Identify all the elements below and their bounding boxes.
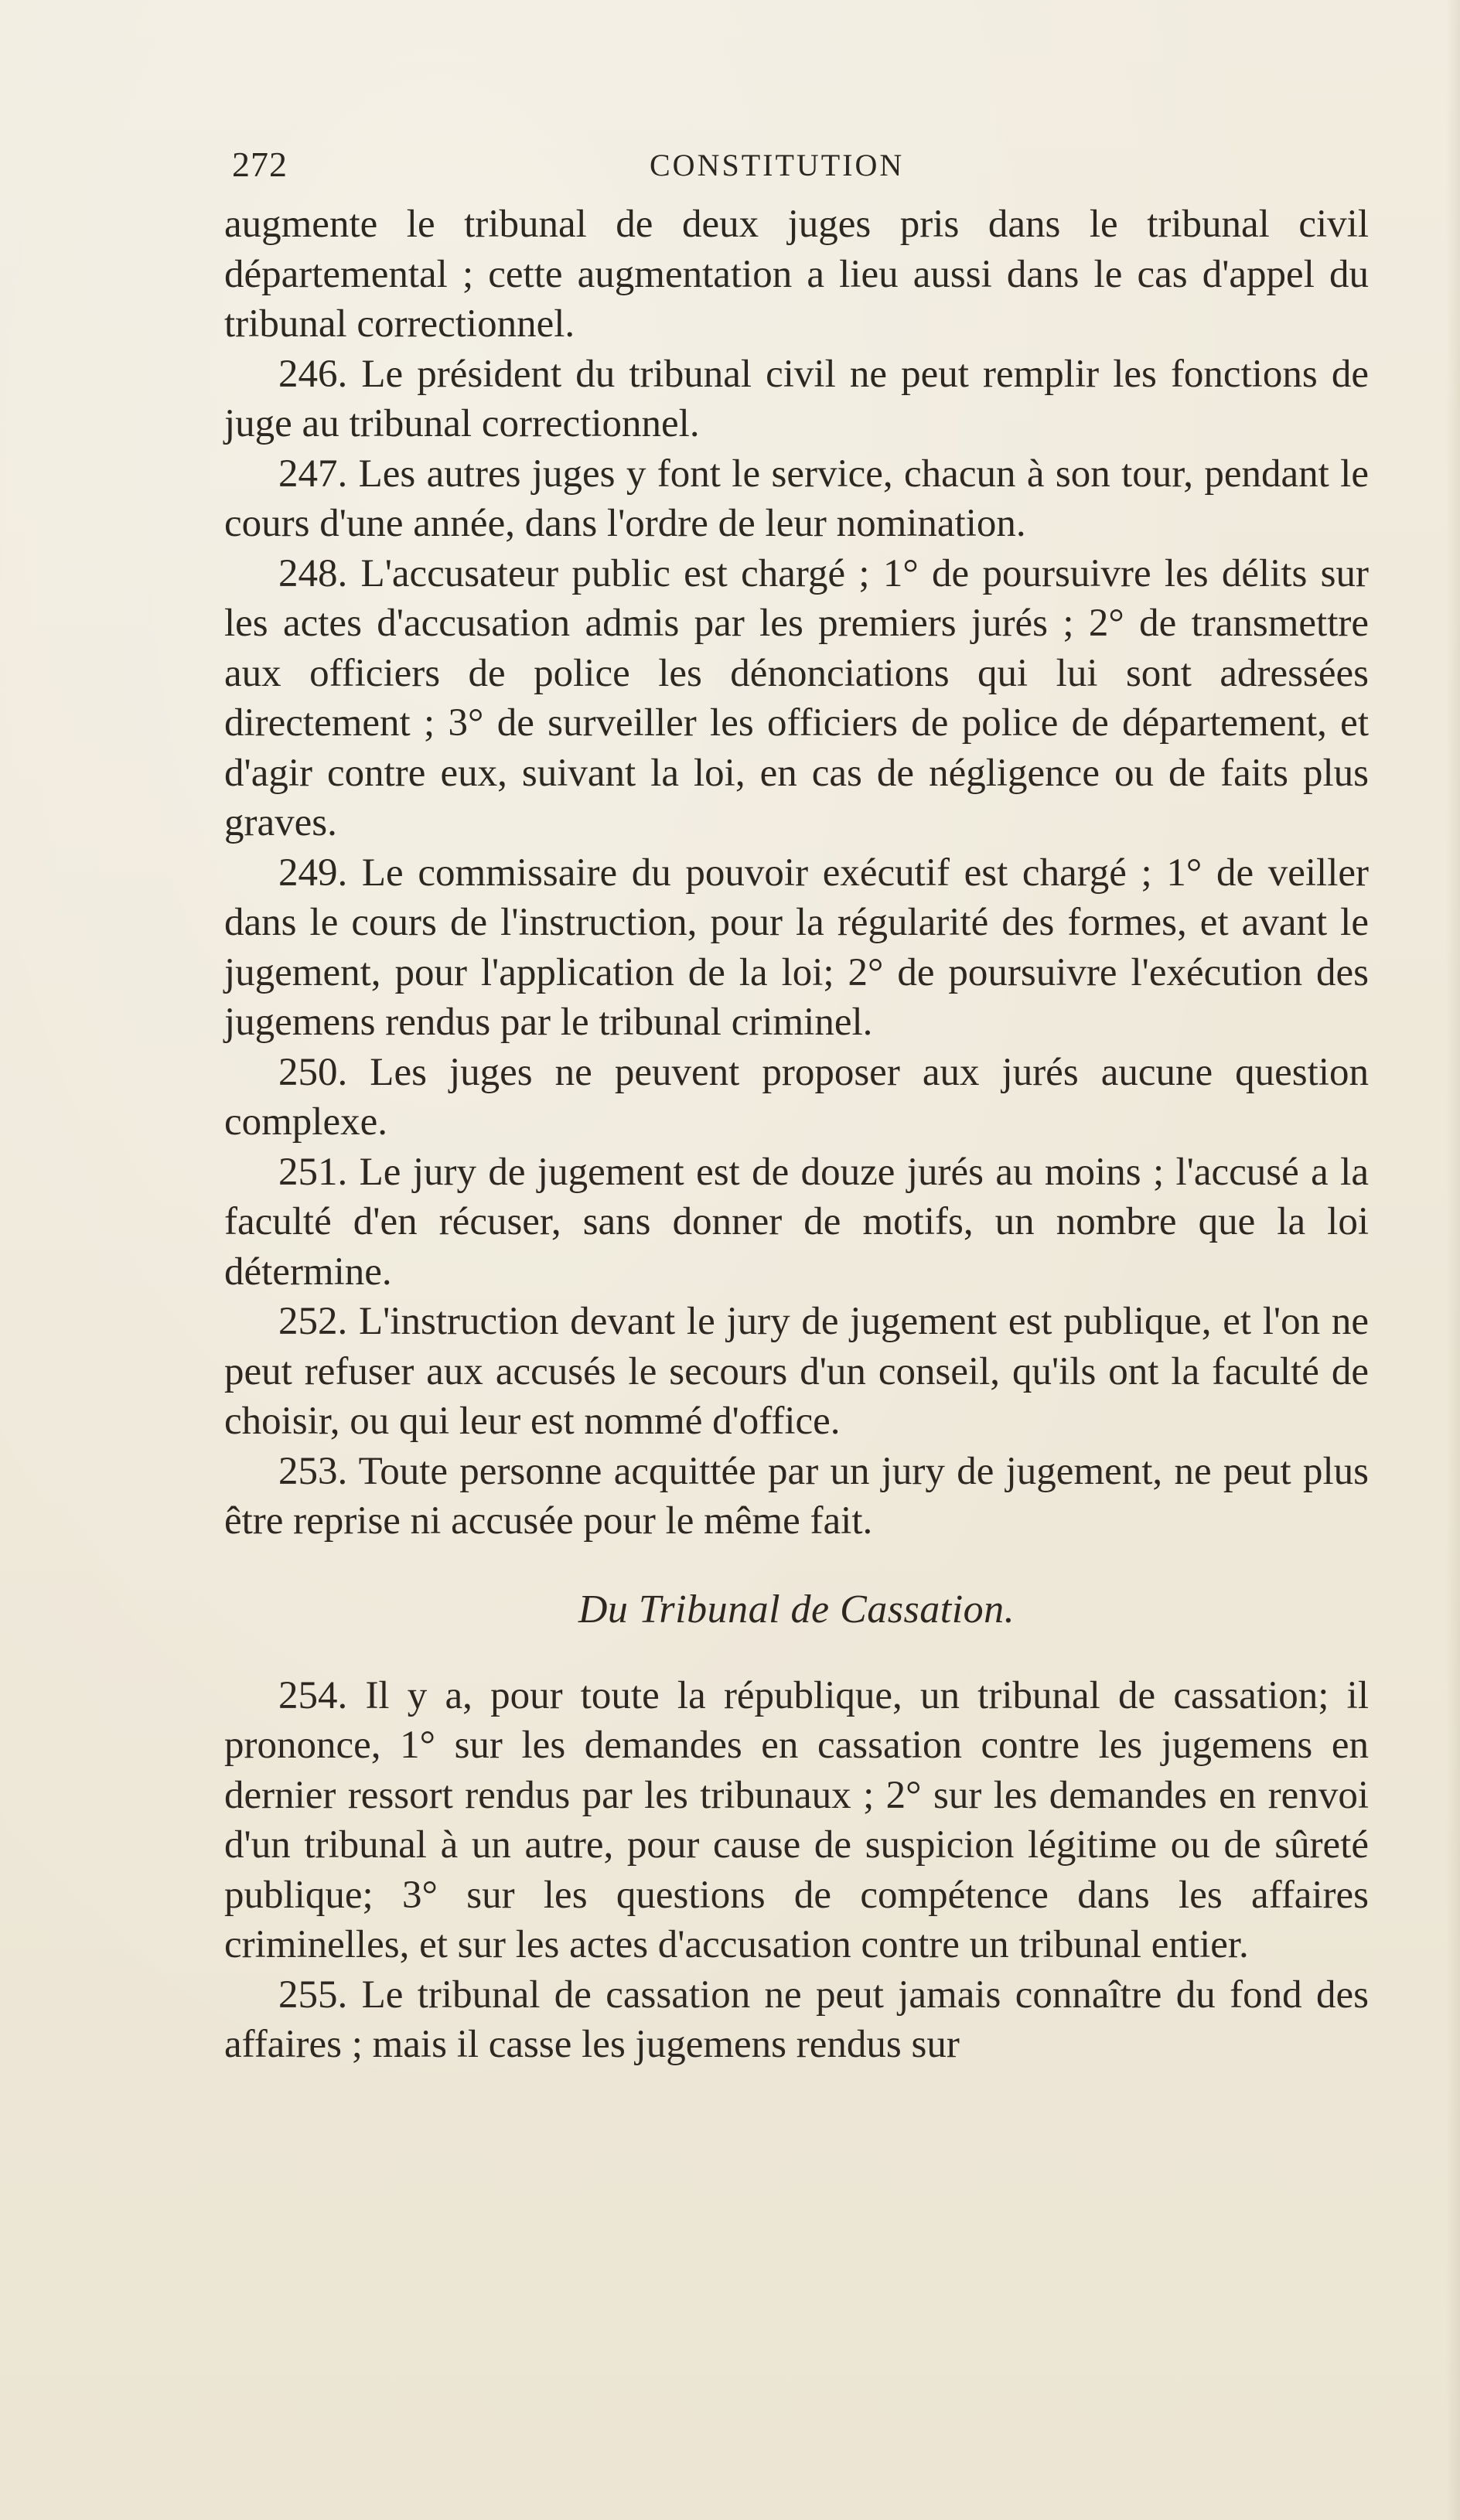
article-249: 249. Le commissaire du pouvoir exécutif est chargé ; 1° de veiller dans le cours de l'instruction, pour la régularité des formes, et avant le jugement, pour l'application de la loi; 2° de poursuivre l'exécution des jugemens rendus par le tribunal criminel. [224, 851, 1369, 1044]
article-255: 255. Le tribunal de cassation ne peut jamais connaître du fond des affaires ; mais il casse les jugemens rendus sur [224, 1973, 1369, 2066]
article-246: 246. Le président du tribunal civil ne peut remplir les fonctions de juge au tribunal correctionnel. [224, 352, 1369, 445]
article-248: 248. L'accusateur public est chargé ; 1° de poursuivre les délits sur les actes d'accusation admis par les premiers jurés ; 2° de transmettre aux officiers de police les dénonciations qui lui sont adressées directement ; 3° de surveiller les officiers de police de département, et d'agir contre eux, suivant la loi, en cas de négligence ou de faits plus graves. [224, 551, 1369, 844]
article-247: 247. Les autres juges y font le service, chacun à son tour, pendant le cours d'une année, dans l'ordre de leur nomination. [224, 452, 1369, 545]
page-number: 272 [232, 145, 288, 184]
article-250: 250. Les juges ne peuvent proposer aux jurés aucune question complexe. [224, 1050, 1369, 1144]
article-252: 252. L'instruction devant le jury de jugement est publique, et l'on ne peut refuser aux accusés le secours d'un conseil, qu'ils ont la faculté de choisir, ou qui leur est nommé d'office. [224, 1300, 1369, 1443]
section-heading: Du Tribunal de Cassation. [578, 1587, 1015, 1632]
running-head: CONSTITUTION [650, 148, 905, 182]
article-254: 254. Il y a, pour toute la république, un tribunal de cassation; il prononce, 1° sur les demandes en cassation contre les jugemens en dernier ressort rendus par les tribunaux ; 2° sur les demandes en renvoi d'un tribunal à un autre, pour cause de suspicion légitime ou de sûreté publique; 3° sur les questions de compétence dans les affaires criminelles, et sur les actes d'accusation contre un tribunal entier. [224, 1673, 1369, 1966]
paragraph-continuation: augmente le tribunal de deux juges pris dans le tribunal civil départemental ; cette augmentation a lieu aussi dans le cas d'appel du tribunal correctionnel. [224, 203, 1369, 346]
page-header [232, 139, 1330, 193]
article-253: 253. Toute personne acquittée par un jury de jugement, ne peut plus être reprise ni accusée pour le même fait. [224, 1449, 1369, 1543]
article-251: 251. Le jury de jugement est de douze jurés au moins ; l'accusé a la faculté d'en récuser, sans donner de motifs, un nombre que la loi détermine. [224, 1150, 1369, 1294]
page-edge-shadow [1446, 0, 1460, 2520]
text-block [224, 199, 1369, 2070]
